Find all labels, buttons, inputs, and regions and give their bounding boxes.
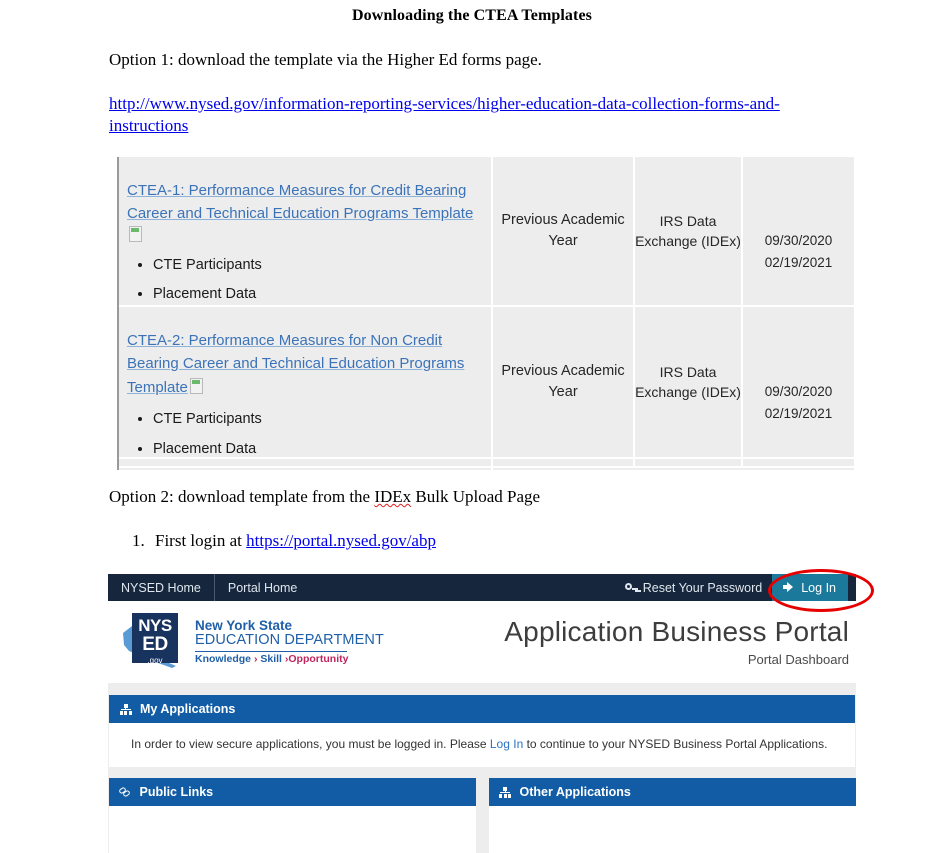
table-row-partial [119, 459, 854, 468]
panel-my-applications-body [109, 723, 855, 767]
table-cell-period: Previous Academic Year [493, 157, 635, 305]
due-date-1: 09/30/2020 [764, 233, 833, 249]
application-subtitle: Portal Dashboard [747, 651, 849, 667]
option-2-suffix: Bulk Upload Page [411, 487, 541, 506]
logo-education-department: EDUCATION DEPARTMENT [195, 632, 384, 649]
nav-item-nysed-home[interactable]: NYSED Home [121, 580, 201, 595]
due-date-2: 02/19/2021 [764, 406, 833, 421]
table-row [119, 157, 854, 307]
link-icon [119, 787, 132, 798]
logo-wordmark [195, 619, 384, 666]
panel-other-applications-body [489, 806, 856, 853]
tagline-opportunity: Opportunity [288, 652, 349, 665]
panel-my-applications [109, 695, 855, 767]
panel-other-applications-title: Other Applications [519, 785, 631, 799]
table-bullet-list [127, 256, 479, 305]
sign-in-icon [783, 582, 795, 593]
reset-password-button[interactable] [615, 574, 773, 601]
nysed-logo-box [132, 613, 178, 663]
portal-dashboard-body [108, 683, 856, 853]
panel-row-bottom [108, 778, 856, 853]
higher-ed-forms-link[interactable]: http://www.nysed.gov/information-reporting-services/higher-education-data-collection-forms-and-instructions [109, 94, 780, 136]
my-applications-login-link[interactable]: Log In [489, 737, 524, 751]
nav-spacer [310, 574, 614, 601]
nav-right-group [615, 574, 856, 601]
panel-public-links [109, 778, 476, 853]
tagline-chevron-2: › [284, 652, 289, 665]
table-cell-template [119, 459, 493, 470]
logo-new-york-state: New York State [195, 617, 293, 633]
panel-public-links-body [109, 806, 476, 853]
sitemap-icon [499, 787, 512, 798]
list-item [149, 531, 436, 551]
logo-mark [120, 613, 186, 671]
logo-tagline [195, 654, 384, 665]
logo-ed: ED [142, 634, 168, 655]
log-in-label: Log In [801, 580, 836, 595]
log-in-button[interactable] [772, 574, 848, 601]
list-item: • Placement Data [153, 440, 479, 459]
logo-divider [195, 651, 347, 652]
list-item: • CTE Participants [153, 410, 479, 429]
panel-other-applications-header [489, 778, 856, 806]
due-date-1: 09/30/2020 [764, 384, 833, 400]
document-icon [190, 378, 203, 394]
list-item: • CTE Participants [153, 256, 479, 275]
nav-left-group [108, 574, 310, 601]
portal-title-group [504, 617, 851, 667]
steps-list [109, 531, 436, 551]
portal-login-link[interactable]: https://portal.nysed.gov/abp [246, 531, 436, 550]
ctea-forms-table [117, 157, 854, 470]
nysed-logo[interactable] [120, 613, 384, 671]
table-cell-dates [743, 307, 854, 457]
panel-other-applications [489, 778, 856, 853]
portal-screenshot [108, 574, 856, 853]
ctea-2-template-link[interactable]: CTEA-2: Performance Measures for Non Credit Bearing Career and Technical Education Programs Template [127, 332, 465, 396]
logo-nys: NYS [138, 616, 172, 635]
key-icon [625, 582, 637, 594]
table-cell-dates [743, 157, 854, 305]
table-cell-system: IRS Data Exchange (IDEx) [635, 157, 743, 305]
table-bullet-list [127, 410, 479, 459]
tagline-skill: Skill [260, 652, 282, 665]
table-cell-dates [743, 459, 854, 470]
my-applications-message-suffix: to continue to your NYSED Business Portal Applications. [523, 737, 828, 751]
table-row [119, 307, 854, 459]
table-cell-template [119, 307, 493, 457]
sitemap-icon [119, 704, 132, 715]
panel-my-applications-header [109, 695, 855, 723]
option-2-prefix: Option 2: download template from the [109, 487, 375, 506]
logo-gov: .gov [147, 656, 163, 665]
page-title: Downloading the CTEA Templates [352, 7, 592, 24]
panel-public-links-title: Public Links [139, 785, 214, 799]
table-cell-template [119, 157, 493, 305]
table-cell-period [493, 459, 635, 466]
nav-item-portal-home[interactable]: Portal Home [214, 574, 310, 601]
my-applications-message-prefix: In order to view secure applications, you must be logged in. Please [131, 737, 490, 751]
table-cell-system [635, 459, 743, 466]
reset-password-label: Reset Your Password [642, 580, 763, 595]
panel-my-applications-title: My Applications [140, 702, 236, 716]
tagline-chevron-1: › [253, 652, 258, 665]
ctea-1-template-link[interactable]: CTEA-1: Performance Measures for Credit Bearing Career and Technical Education Programs Template [127, 182, 474, 223]
document-icon [129, 226, 142, 242]
step-1-prefix: First login at [155, 531, 247, 550]
table-cell-period: Previous Academic Year [493, 307, 635, 457]
portal-top-nav [108, 574, 856, 601]
due-date-2: 02/19/2021 [764, 255, 833, 270]
option-1-text: Option 1: download the template via the Higher Ed forms page. [109, 50, 542, 69]
portal-header [108, 601, 856, 683]
idex-misspelled-word: IDEx [374, 487, 412, 506]
application-title: Application Business Portal [504, 616, 849, 648]
tagline-knowledge: Knowledge [195, 652, 252, 665]
list-item: • Placement Data [153, 285, 479, 304]
table-cell-system: IRS Data Exchange (IDEx) [635, 307, 743, 457]
option-2-text [109, 486, 540, 507]
panel-public-links-header [109, 778, 476, 806]
